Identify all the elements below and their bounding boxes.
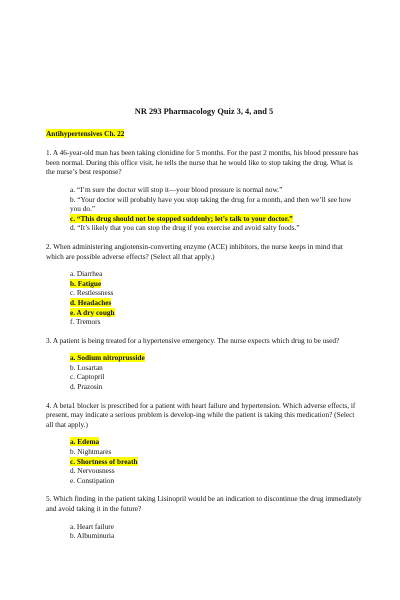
option-text: c. Shortness of breath: [70, 456, 138, 466]
option: [70, 185, 362, 195]
answer-option: [70, 308, 362, 318]
option-list: [46, 269, 362, 327]
question-stem: 4. A beta1 blocker is prescribed for a patient with heart failure and hypertension. Which adverse effects, if present, may indicate a serious problem is develop-ing while the patient is taking this medication? (Select all that apply.): [46, 400, 356, 429]
option-text: c. “This drug should not be stopped suddenly; let’s talk to your doctor.”: [70, 213, 293, 223]
answer-option: [70, 457, 362, 467]
question-stem: 1. A 46-year-old man has been taking clonidine for 5 months. For the past 2 months, his blood pressure has been normal. During this office visit, he tells the nurse that he would like to stop taking the drug. What is the nurse’s best response?: [46, 148, 359, 177]
option-text: d. Nervousness: [70, 466, 115, 476]
answer-option: [70, 353, 362, 363]
option: [70, 522, 362, 532]
option: [70, 195, 362, 214]
option: [70, 531, 362, 541]
option-text: e. Constipation: [70, 475, 115, 485]
option-text: b. “Your doctor will probably have you stop taking the drug for a month, and then we’ll see how you do.”: [70, 194, 352, 214]
option-text: e. A dry cough: [70, 307, 115, 317]
option: [70, 447, 362, 457]
option-text: b. Albuminuria: [70, 531, 115, 541]
section-heading: Antihypertensives Ch. 22: [46, 128, 125, 138]
option-list: [46, 437, 362, 485]
question-block: [46, 401, 362, 486]
option: [70, 382, 362, 392]
answer-option: [70, 298, 362, 308]
option: [70, 288, 362, 298]
option-text: a. Edema: [70, 437, 100, 447]
option-text: a. “I’m sure the doctor will stop it—your blood pressure is normal now.”: [70, 184, 283, 194]
option-text: a. Diarrhea: [70, 269, 103, 279]
option-text: c. Restlessness: [70, 288, 114, 298]
option: [70, 363, 362, 373]
option: [70, 466, 362, 476]
option: [70, 269, 362, 279]
question-block: [46, 336, 362, 392]
option-text: d. Prazosin: [70, 382, 103, 392]
option-text: b. Nightmares: [70, 447, 112, 457]
option-text: b. Fatigue: [70, 278, 102, 288]
option-text: c. Captopril: [70, 372, 105, 382]
question-stem: 2. When administering angiotensin-converting enzyme (ACE) inhibitors, the nurse keeps in mind that which are possible adverse effects? (Select all that apply.): [46, 241, 343, 261]
option: [70, 476, 362, 486]
option-text: b. Losartan: [70, 362, 103, 372]
option-text: f. Tremors: [70, 317, 101, 327]
question-block: [46, 242, 362, 327]
question-list: [46, 148, 362, 541]
question-block: [46, 494, 362, 540]
option-list: [46, 522, 362, 541]
option-text: a. Heart failure: [70, 521, 114, 531]
option-list: [46, 185, 362, 233]
option: [70, 317, 362, 327]
option-text: d. Headaches: [70, 297, 112, 307]
option-text: d. “It’s likely that you can stop the drug if you exercise and avoid salty foods.”: [70, 223, 300, 233]
answer-option: [70, 279, 362, 289]
question-stem: 5. Which finding in the patient taking Lisinopril would be an indication to discontinue the drug immediately and avoid taking it in the future?: [46, 494, 362, 513]
question-block: [46, 148, 362, 233]
document-title: NR 293 Pharmacology Quiz 3, 4, and 5: [134, 107, 274, 116]
answer-option: [70, 437, 362, 447]
option: [70, 223, 362, 233]
option-text: a. Sodium nitroprusside: [70, 353, 145, 363]
option-list: [46, 353, 362, 391]
option: [70, 372, 362, 382]
answer-option: [70, 214, 362, 224]
question-stem: 3. A patient is being treated for a hypertensive emergency. The nurse expects which drug to be used?: [46, 335, 340, 345]
